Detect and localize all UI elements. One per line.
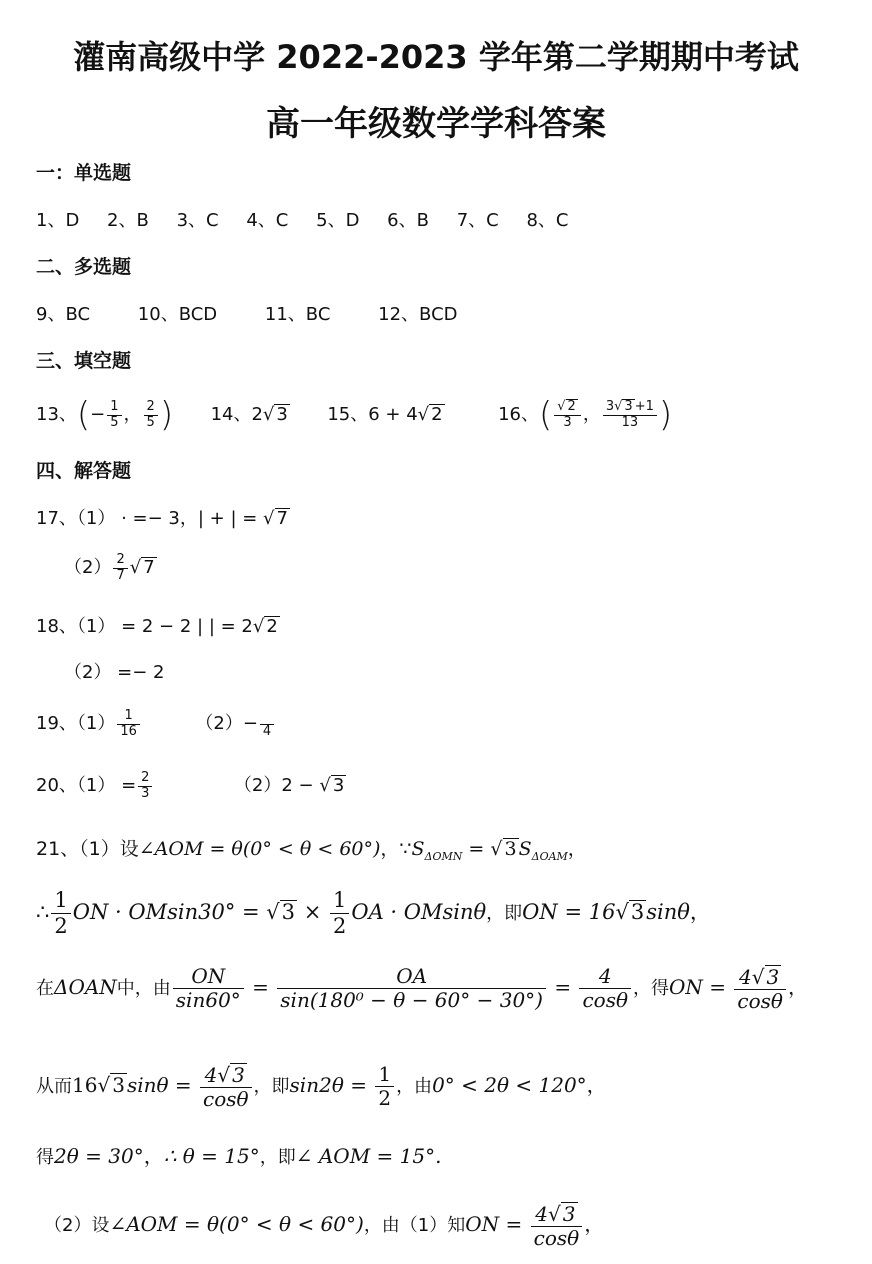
q21-l4-sin: sinθ =: [126, 1073, 198, 1097]
q21-l6-f-coef: 4: [535, 1201, 549, 1226]
q21-line5: [36, 1140, 441, 1169]
q21-l4-coef: 16: [72, 1073, 98, 1097]
q19: [36, 704, 276, 744]
q19-part2-den: 4: [262, 723, 272, 739]
q21-l3-in: 在: [36, 978, 54, 999]
q16-b-den: 13: [621, 415, 639, 430]
q21-l3-f1-den: sin60°: [175, 988, 241, 1012]
q17-part1: 17、（1） · =− 3，| + | = √ 7: [36, 508, 288, 529]
q21-l1-intro: 21、（1）设: [36, 838, 139, 860]
answer-item: 10、BCD: [137, 304, 218, 325]
q16-a-den: 3: [563, 415, 572, 430]
q21-l3-by: 中，由: [116, 978, 171, 999]
exam-title: 灌南高级中学 2022-2023 学年第二学期期中考试: [73, 38, 799, 76]
answer-item: 5、D: [316, 210, 360, 231]
answer-item: 4、C: [246, 210, 289, 231]
q20-label: 20、（1） =: [36, 775, 137, 796]
q19-label: 19、（1）: [36, 713, 116, 734]
q19-part2-label: （2）−: [195, 713, 258, 734]
q21-l4-half-num: 1: [375, 1063, 394, 1087]
q17-part1-text: 17、（1） · =− 3，| + | =: [36, 508, 264, 529]
q21-l6-angle: ∠AOM = θ(0° < θ < 60°): [109, 1212, 364, 1236]
q21-l2-on-radicand: 3: [630, 900, 645, 924]
q21-l4-f-radicand: 3: [232, 1062, 245, 1087]
q17-part2-den: 7: [116, 567, 125, 583]
q21-l5-theta: ∴ θ = 15°: [163, 1144, 260, 1168]
q19-part1-num: 1: [117, 709, 140, 725]
q21-l4-radicand: 3: [112, 1073, 125, 1097]
q21-l2-expr1: ON · OMsin30° =: [72, 900, 267, 924]
answer-item: 3、C: [176, 210, 219, 231]
multi-choice-answers: [36, 300, 458, 326]
q21-l3-f3-den: cosθ: [582, 988, 629, 1012]
q20-part1-den: 3: [141, 785, 150, 801]
q21-l2-half2-den: 2: [333, 913, 347, 938]
q21-line4: 从而16√ 3 sinθ = $\frac{4√ 3}{\cos\theta}$ ，即sin2θ = $\frac{1}{2}$ ，由0° < 2θ < 120°，: [36, 1062, 607, 1111]
q21-l2-radicand: 3: [281, 900, 296, 924]
q20: 20、（1） = $\frac{2}{3}$ （2）2 − √ 3: [36, 769, 345, 801]
answer-subtitle: 高一年级数学学科答案: [266, 104, 606, 144]
q13-b-num: 2: [144, 400, 158, 416]
q21-l4-thus: 从而: [36, 1076, 72, 1097]
q21-l2-comma: ，: [689, 900, 711, 924]
answer-item: 8、C: [526, 210, 569, 231]
fill-blank-answers: 13、(− $\frac{1}{5}$ ， $\frac{2}{5}$ ) 14、2√ 3 15、6 + 4√ 2 16、( $\frac{√ 2}{3}$ ， $\frac{3√ 3 +1}{13}$ ): [36, 395, 673, 435]
q21-l6-known: ，由（1）知: [363, 1215, 466, 1236]
q21-l1-angle: ∠AOM = θ(0° < θ < 60°): [138, 838, 381, 860]
q21-l2-therefore: ∴: [36, 900, 50, 924]
answer-item: 11、BC: [264, 304, 331, 325]
single-choice-answers: [36, 206, 569, 232]
section-solutions: 四、解答题: [36, 460, 132, 482]
q21-l1-because: ，∵: [380, 838, 412, 860]
q21-l5-2theta: 2θ = 30°: [54, 1144, 144, 1168]
q15-label: 15、: [327, 404, 369, 425]
q16-b-coef: 3: [605, 399, 615, 415]
q20-part2-radicand: 3: [332, 775, 345, 796]
q21-l2-ie: ，即: [486, 903, 523, 924]
q14-radicand: 3: [276, 404, 288, 425]
q13-a-den: 5: [110, 414, 119, 430]
answer-item: 12、BCD: [378, 304, 458, 325]
q21-l2-on: ON = 16: [522, 900, 616, 924]
section-fill-blank: 三、填空题: [36, 350, 132, 372]
q21-l1-s2: S: [518, 838, 532, 860]
q21-l5-ie: ，即: [259, 1147, 296, 1168]
q21-l2-half-num: 1: [51, 888, 70, 913]
q21-l1-s1: S: [411, 838, 425, 860]
q21-l2-half2-num: 1: [330, 888, 349, 913]
q17-part2-radicand: 7: [143, 557, 155, 578]
q19-part1-den: 16: [120, 723, 137, 739]
q21-l4-comma: ，: [586, 1073, 607, 1097]
section-multi-choice: 二、多选题: [36, 256, 132, 278]
q18-part1: 18、（1） = 2 − 2 | | = 2√ 2: [36, 616, 278, 637]
q21-l4-half-den: 2: [378, 1086, 392, 1110]
q21-l6-intro: （2）设: [44, 1215, 110, 1236]
q16-label: 16、: [498, 404, 539, 425]
q21-l4-f-coef: 4: [204, 1062, 218, 1087]
q21-l1-s2-sub: ΔOAM: [531, 849, 568, 863]
q13-b-den: 5: [146, 414, 155, 430]
q21-l2-expr2: OA · OMsinθ: [351, 900, 487, 924]
q18-part2: （2） =− 2: [64, 662, 165, 683]
q21-l3-on: ON =: [669, 975, 733, 999]
q21-l3-f4-radicand: 3: [766, 964, 780, 989]
q21-l2-sin: sinθ: [646, 900, 690, 924]
q21-line2: ∴ $\frac{1}{2}$ ON · OMsin30° = √3 × $\frac{1}{2}$ OA · OMsinθ，即ON = 16√3sinθ，: [36, 888, 711, 938]
answer-item: 2、B: [107, 210, 149, 231]
q21-l4-f-den: cosθ: [203, 1086, 249, 1111]
q21-l3-f2-num: OA: [277, 965, 546, 989]
q21-l6-comma: ，: [584, 1212, 605, 1236]
q15-value: 6 + 4: [368, 404, 418, 425]
q21-l4-sin2: sin2θ =: [289, 1073, 374, 1097]
q14-value: 2: [251, 404, 263, 425]
q15-radicand: 2: [431, 404, 443, 425]
q13-label: 13、: [36, 404, 77, 425]
q17-part2: （2） $\frac{2}{7}$ √ 7: [64, 551, 155, 583]
answer-item: 9、BC: [36, 304, 91, 325]
q21-l3-comma: ，: [787, 975, 808, 999]
q21-l5-comma: ，: [143, 1144, 164, 1168]
q21-l3-triangle: ΔOAN: [54, 975, 117, 999]
q21-l1-comma: ，: [567, 838, 587, 860]
q17-part1-radicand: 7: [276, 508, 288, 529]
q16-b-plus: +1: [634, 399, 654, 415]
q18-part1-radicand: 2: [266, 616, 278, 637]
q21-l1-eq: =: [462, 838, 491, 860]
q21-l6-on: ON =: [465, 1212, 529, 1236]
q21-l6-f-den: cosθ: [533, 1225, 580, 1250]
q21-l2-half-den: 2: [54, 913, 68, 938]
q20-part1-num: 2: [138, 771, 152, 787]
q17-part2-num: 2: [113, 553, 127, 569]
q21-l2-times: ×: [297, 900, 328, 924]
q21-l4-ie: ，即: [253, 1076, 290, 1097]
answer-item: 6、B: [387, 210, 429, 231]
q18-part1-text: 18、（1） = 2 − 2 | | = 2: [36, 616, 253, 637]
q21-l3-f4-den: cosθ: [737, 988, 783, 1013]
q21-l1-s1-sub: ΔOMN: [424, 849, 463, 863]
q14-label: 14、: [210, 404, 252, 425]
q21-l3-f3-num: 4: [579, 965, 631, 989]
q21-l1-radicand: 3: [504, 838, 517, 860]
answer-item: 1、D: [36, 210, 80, 231]
q21-l4-by: ，由: [396, 1076, 433, 1097]
q16-b-radicand: 3: [624, 399, 633, 415]
q21-l3-f4-coef: 4: [739, 964, 752, 989]
q21-l4-range: 0° < 2θ < 120°: [432, 1073, 587, 1097]
q21-line3: 在ΔOAN中，由 $\frac{ON}{\sin 60^\circ}$ = $\frac{OA}{\text{sin(180⁰ − θ − 60° − 30°)}}$ = $\frac{4}{\cos\theta}$ ，得ON = $\frac{4√ 3}{\cos\theta}$ ，: [36, 964, 808, 1013]
q21-l3-f1-num: ON: [173, 965, 244, 989]
q13-a-num: 1: [107, 400, 121, 416]
q21-line1: 21、（1）设∠AOM = θ(0° < θ < 60°)，$\because S_{\Delta OMN}$ = √ 3 $S_{\Delta OAM}$，: [36, 838, 587, 863]
q21-l3-get: ，得: [633, 978, 670, 999]
q17-part2-label: （2）: [64, 557, 112, 578]
q21-line6: （2）设∠AOM = θ(0° < θ < 60°)，由（1）知ON = $\frac{4√ 3}{\cos\theta}$ ，: [44, 1201, 605, 1250]
section-single-choice: 一：单选题: [36, 162, 132, 184]
q16-a-radicand: 2: [567, 399, 576, 415]
q20-part2: （2）2 −: [233, 775, 320, 796]
q21-l5-angle: ∠ AOM = 15°.: [295, 1144, 442, 1168]
q21-l5-get: 得: [36, 1147, 54, 1168]
q21-l3-f2-den: sin(180⁰ − θ − 60° − 30°): [280, 988, 543, 1012]
answer-item: 7、C: [456, 210, 499, 231]
q21-l6-f-radicand: 3: [562, 1201, 576, 1226]
